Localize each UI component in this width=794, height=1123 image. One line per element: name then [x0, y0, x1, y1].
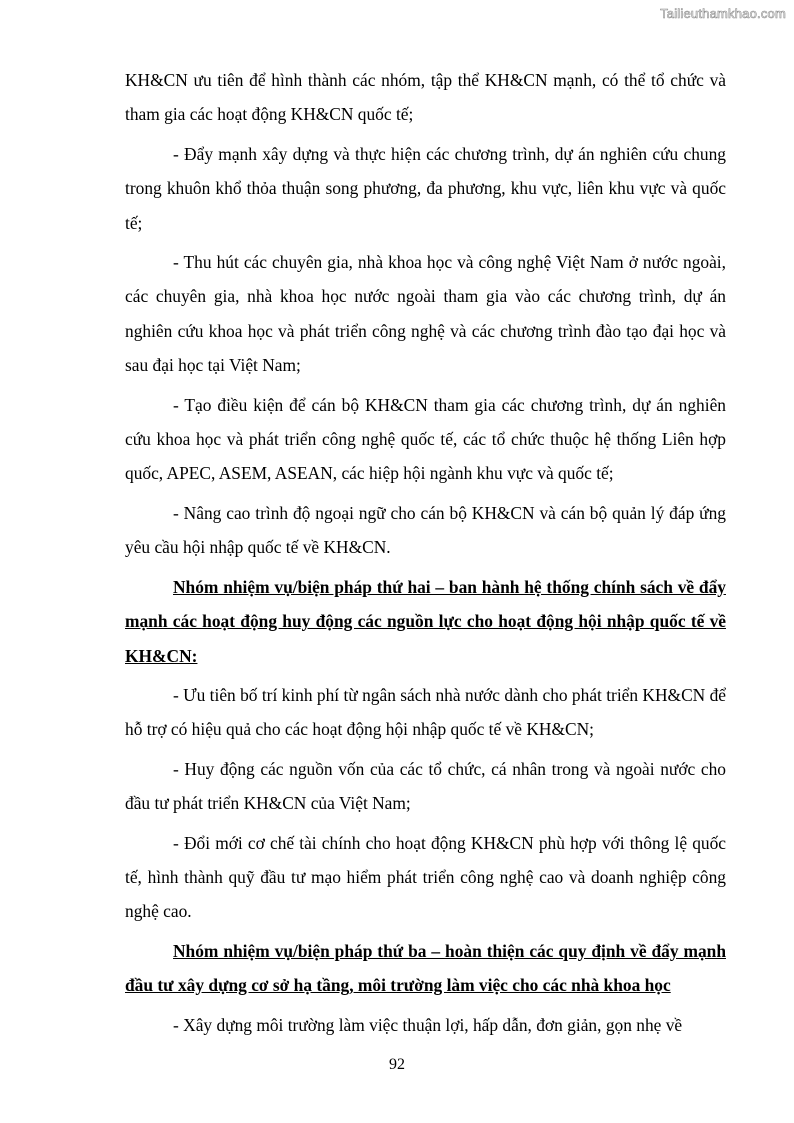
list-item-financial-mechanism: - Đổi mới cơ chế tài chính cho hoạt động KH&CN phù hợp với thông lệ quốc tế, hình thành quỹ đầu tư mạo hiểm phát triển công nghệ cao và doanh nghiệp công nghệ cao. — [125, 832, 726, 922]
document-body — [125, 63, 726, 1047]
section-heading-group-three: Nhóm nhiệm vụ/biện pháp thứ ba – hoàn thiện các quy định về đẩy mạnh đầu tư xây dựng cơ sở hạ tầng, môi trường làm việc cho các nhà khoa học — [125, 940, 726, 996]
list-item-mobilize-capital: - Huy động các nguồn vốn của các tổ chức, cá nhân trong và ngoài nước cho đầu tư phát triển KH&CN của Việt Nam; — [125, 758, 726, 814]
list-item-joint-research: - Đẩy mạnh xây dựng và thực hiện các chương trình, dự án nghiên cứu chung trong khuôn khổ thỏa thuận song phương, đa phương, khu vực, liên khu vực và quốc tế; — [125, 143, 726, 233]
list-item-work-environment: - Xây dựng môi trường làm việc thuận lợi, hấp dẫn, đơn giản, gọn nhẹ về — [173, 1014, 683, 1035]
section-heading-group-two: Nhóm nhiệm vụ/biện pháp thứ hai – ban hành hệ thống chính sách về đẩy mạnh các hoạt động huy động các nguồn lực cho hoạt động hội nhập quốc tế về KH&CN: — [125, 576, 726, 666]
list-item-budget-priority: - Ưu tiên bố trí kinh phí từ ngân sách nhà nước dành cho phát triển KH&CN để hỗ trợ có hiệu quả cho các hoạt động hội nhập quốc tế về KH&CN; — [125, 684, 727, 740]
page-number: 92 — [389, 1056, 405, 1073]
list-item-language: - Nâng cao trình độ ngoại ngữ cho cán bộ KH&CN và cán bộ quản lý đáp ứng yêu cầu hội nhập quốc tế về KH&CN. — [125, 502, 726, 558]
list-item-participation: - Tạo điều kiện để cán bộ KH&CN tham gia các chương trình, dự án nghiên cứu khoa học và phát triển công nghệ quốc tế, các tổ chức thuộc hệ thống Liên hợp quốc, APEC, ASEM, ASEAN, các hiệp hội ngành khu vực và quốc tế; — [125, 394, 726, 484]
watermark-text: Tailieuthamkhao.com — [660, 6, 786, 21]
list-item-attract-experts: - Thu hút các chuyên gia, nhà khoa học và công nghệ Việt Nam ở nước ngoài, các chuyên gia, nhà khoa học nước ngoài tham gia vào các chương trình, dự án nghiên cứu khoa học và phát triển công nghệ và các chương trình đào tạo đại học và sau đại học tại Việt Nam; — [125, 252, 726, 376]
paragraph-continuation: KH&CN ưu tiên để hình thành các nhóm, tập thể KH&CN mạnh, có thể tổ chức và tham gia các hoạt động KH&CN quốc tế; — [125, 70, 726, 125]
